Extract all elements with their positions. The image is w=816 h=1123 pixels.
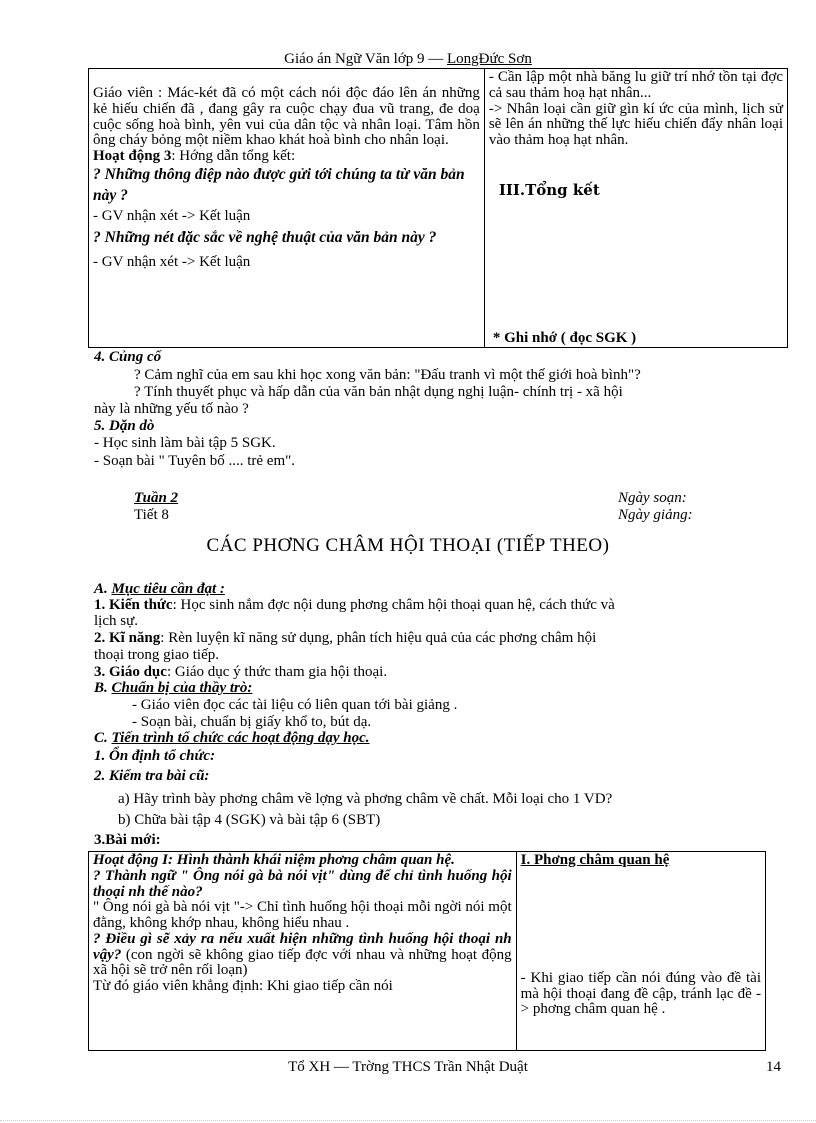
prep-line-2: - Soạn bài, chuẩn bị giấy khổ to, bút dạ. xyxy=(132,714,372,730)
summary-heading: III.Tổng kết xyxy=(498,180,600,199)
education-label: 3. Giáo dục xyxy=(94,664,167,680)
page-header xyxy=(0,52,816,68)
section-dando-title: 5. Dặn dò xyxy=(94,418,155,434)
section-cungco-title: 4. Củng cố xyxy=(94,349,162,365)
answer-consequence: (con ngời sẽ không giao tiếp đợc với nhau và những hoạt động xã hội sẽ trở nên rối loạn) xyxy=(93,946,512,979)
skill-label: 2. Kĩ năng xyxy=(94,630,161,646)
activity3-text: : Hớng dẫn tổng kết: xyxy=(171,148,296,164)
section-c-heading: Tiến trình tổ chức các hoạt động dạy học. xyxy=(111,730,370,746)
section-a-heading: Mục tiêu cần đạt : xyxy=(111,581,225,597)
section-b-heading: Chuẩn bị của thầy trò: xyxy=(111,680,253,696)
knowledge-text: : Học sinh nắm đợc nội dung phơng châm hội thoại quan hệ, cách thức và xyxy=(172,597,615,613)
section-c-title xyxy=(94,731,794,747)
header-author: LongĐức Sơn xyxy=(447,51,532,67)
section-a-title xyxy=(94,582,794,598)
check-question-b: b) Chữa bài tập 4 (SGK) và bài tập 6 (SBT) xyxy=(118,812,381,828)
question-message: ? Những thông điệp nào được gửi tới chúng ta từ văn bản này ? xyxy=(93,165,465,204)
answer-2: - GV nhận xét -> Kết luận xyxy=(93,254,251,271)
remember-note: * Ghi nhớ ( đọc SGK ) xyxy=(492,330,637,346)
dando-line-2: - Soạn bài " Tuyên bố .... trẻ em". xyxy=(94,453,295,469)
activity1-heading: Hoạt động I: Hình thành khái niệm phơng châm quan hệ. xyxy=(93,852,455,868)
lesson-table-1 xyxy=(88,68,788,348)
skill-line-2: thoại trong giao tiếp. xyxy=(94,647,219,663)
table2-right-cell xyxy=(516,852,765,1051)
week-label: Tuần 2 xyxy=(134,490,179,506)
knowledge-line xyxy=(94,598,794,614)
skill-text: : Rèn luyện kĩ năng sử dụng, phân tích hiệu quả của các phơng châm hội xyxy=(160,630,597,646)
cungco-question-2a: ? Tính thuyết phục và hấp dẫn của văn bản nhật dụng nghị luận- chính trị - xã hội xyxy=(134,384,623,400)
teacher-conclusion: Từ đó giáo viên khẳng định: Khi giao tiếp cần nói xyxy=(93,978,393,994)
header-title: Giáo án Ngữ Văn lớp 9 — xyxy=(284,51,444,67)
step-3: 3.Bài mới: xyxy=(94,832,161,848)
right-paragraph-2: -> Nhân loại cần giữ gìn kí ức của mình, lịch sử sẽ lên án những thế lực hiếu chiến đẩy nhân loại vào thảm hoạ hạt nhân. xyxy=(488,100,783,148)
education-text: : Giáo dục ý thức tham gia hội thoại. xyxy=(166,664,388,680)
step-1: 1. Ổn định tổ chức: xyxy=(94,748,216,764)
section-b-prefix: B. xyxy=(94,680,112,696)
page-number: 14 xyxy=(766,1059,781,1075)
prep-line-1: - Giáo viên đọc các tài liệu có liên quan tới bài giảng . xyxy=(132,697,458,713)
activity3-label: Hoạt động 3 xyxy=(93,148,172,164)
question-art: ? Những nét đặc sắc về nghệ thuật của văn bản này ? xyxy=(93,229,437,247)
dando-line-1: - Học sinh làm bài tập 5 SGK. xyxy=(94,435,276,451)
knowledge-line-2: lịch sự. xyxy=(94,613,138,629)
right-paragraph-1: - Cần lập một nhà băng lu giữ trí nhớ tồn tại đợc cả sau thảm hoạ hạt nhân... xyxy=(488,69,783,101)
table1-left-cell xyxy=(89,69,485,348)
relation-maxim-text: - Khi giao tiếp cần nói đúng vào đề tài mà hội thoại đang đề cập, tránh lạc đề -> phơng châm quan hệ . xyxy=(520,969,761,1018)
step-2: 2. Kiểm tra bài cũ: xyxy=(94,768,210,784)
date-taught: Ngày giảng: xyxy=(618,507,693,523)
table2-left-cell xyxy=(89,852,517,1051)
question-idiom: ? Thành ngữ " Ông nói gà bà nói vịt" dùng để chỉ tình huống hội thoại nh thế nào? xyxy=(93,867,512,900)
date-prepared: Ngày soạn: xyxy=(618,490,687,506)
education-line xyxy=(94,665,794,681)
answer-1: - GV nhận xét -> Kết luận xyxy=(93,207,251,224)
check-question-a: a) Hãy trình bày phơng châm về lợng và phơng châm về chất. Mỗi loại cho 1 VD? xyxy=(118,791,613,807)
section-c-prefix: C. xyxy=(94,730,112,746)
section-a-prefix: A. xyxy=(94,581,112,597)
relation-maxim-heading: I. Phơng châm quan hệ xyxy=(520,852,670,868)
answer-idiom: " Ông nói gà bà nói vịt "-> Chỉ tình huống hội thoại mỗi ngời nói một đằng, không khớp nhau, không hiểu nhau . xyxy=(93,899,512,931)
cungco-question-1: ? Cảm nghĩ của em sau khi học xong văn bản: "Đấu tranh vì một thế giới hoà bình"? xyxy=(134,367,641,383)
skill-line xyxy=(94,631,794,647)
teacher-paragraph: Giáo viên : Mác-két đã có một cách nói độc đáo lên án những kẻ hiếu chiến đã , đang gây ra cuộc chạy đua vũ trang, đe doạ cuộc sống hoà bình, yên vui của dân tộc và nhân loại. Tâm hồn ông cháy bỏng một niềm khao khát hoà bình cho nhân loại. xyxy=(93,85,480,149)
table1-right-cell xyxy=(484,69,787,348)
page-footer: Tổ XH — Trờng THCS Trần Nhật Duật xyxy=(288,1059,528,1075)
knowledge-label: 1. Kiến thức xyxy=(94,597,173,613)
cungco-question-2b: này là những yếu tố nào ? xyxy=(94,401,249,417)
lesson-table-2 xyxy=(88,851,766,1051)
question-consequence: ? Điều gì sẽ xảy ra nếu xuất hiện những tình huống hội thoại nh vậy? xyxy=(93,930,512,963)
lesson-number: Tiết 8 xyxy=(134,507,169,523)
lesson-title: CÁC PHƠNG CHÂM HỘI THOẠI (TIẾP THEO) xyxy=(206,535,610,556)
section-b-title xyxy=(94,681,794,697)
page-edge xyxy=(0,1120,816,1121)
